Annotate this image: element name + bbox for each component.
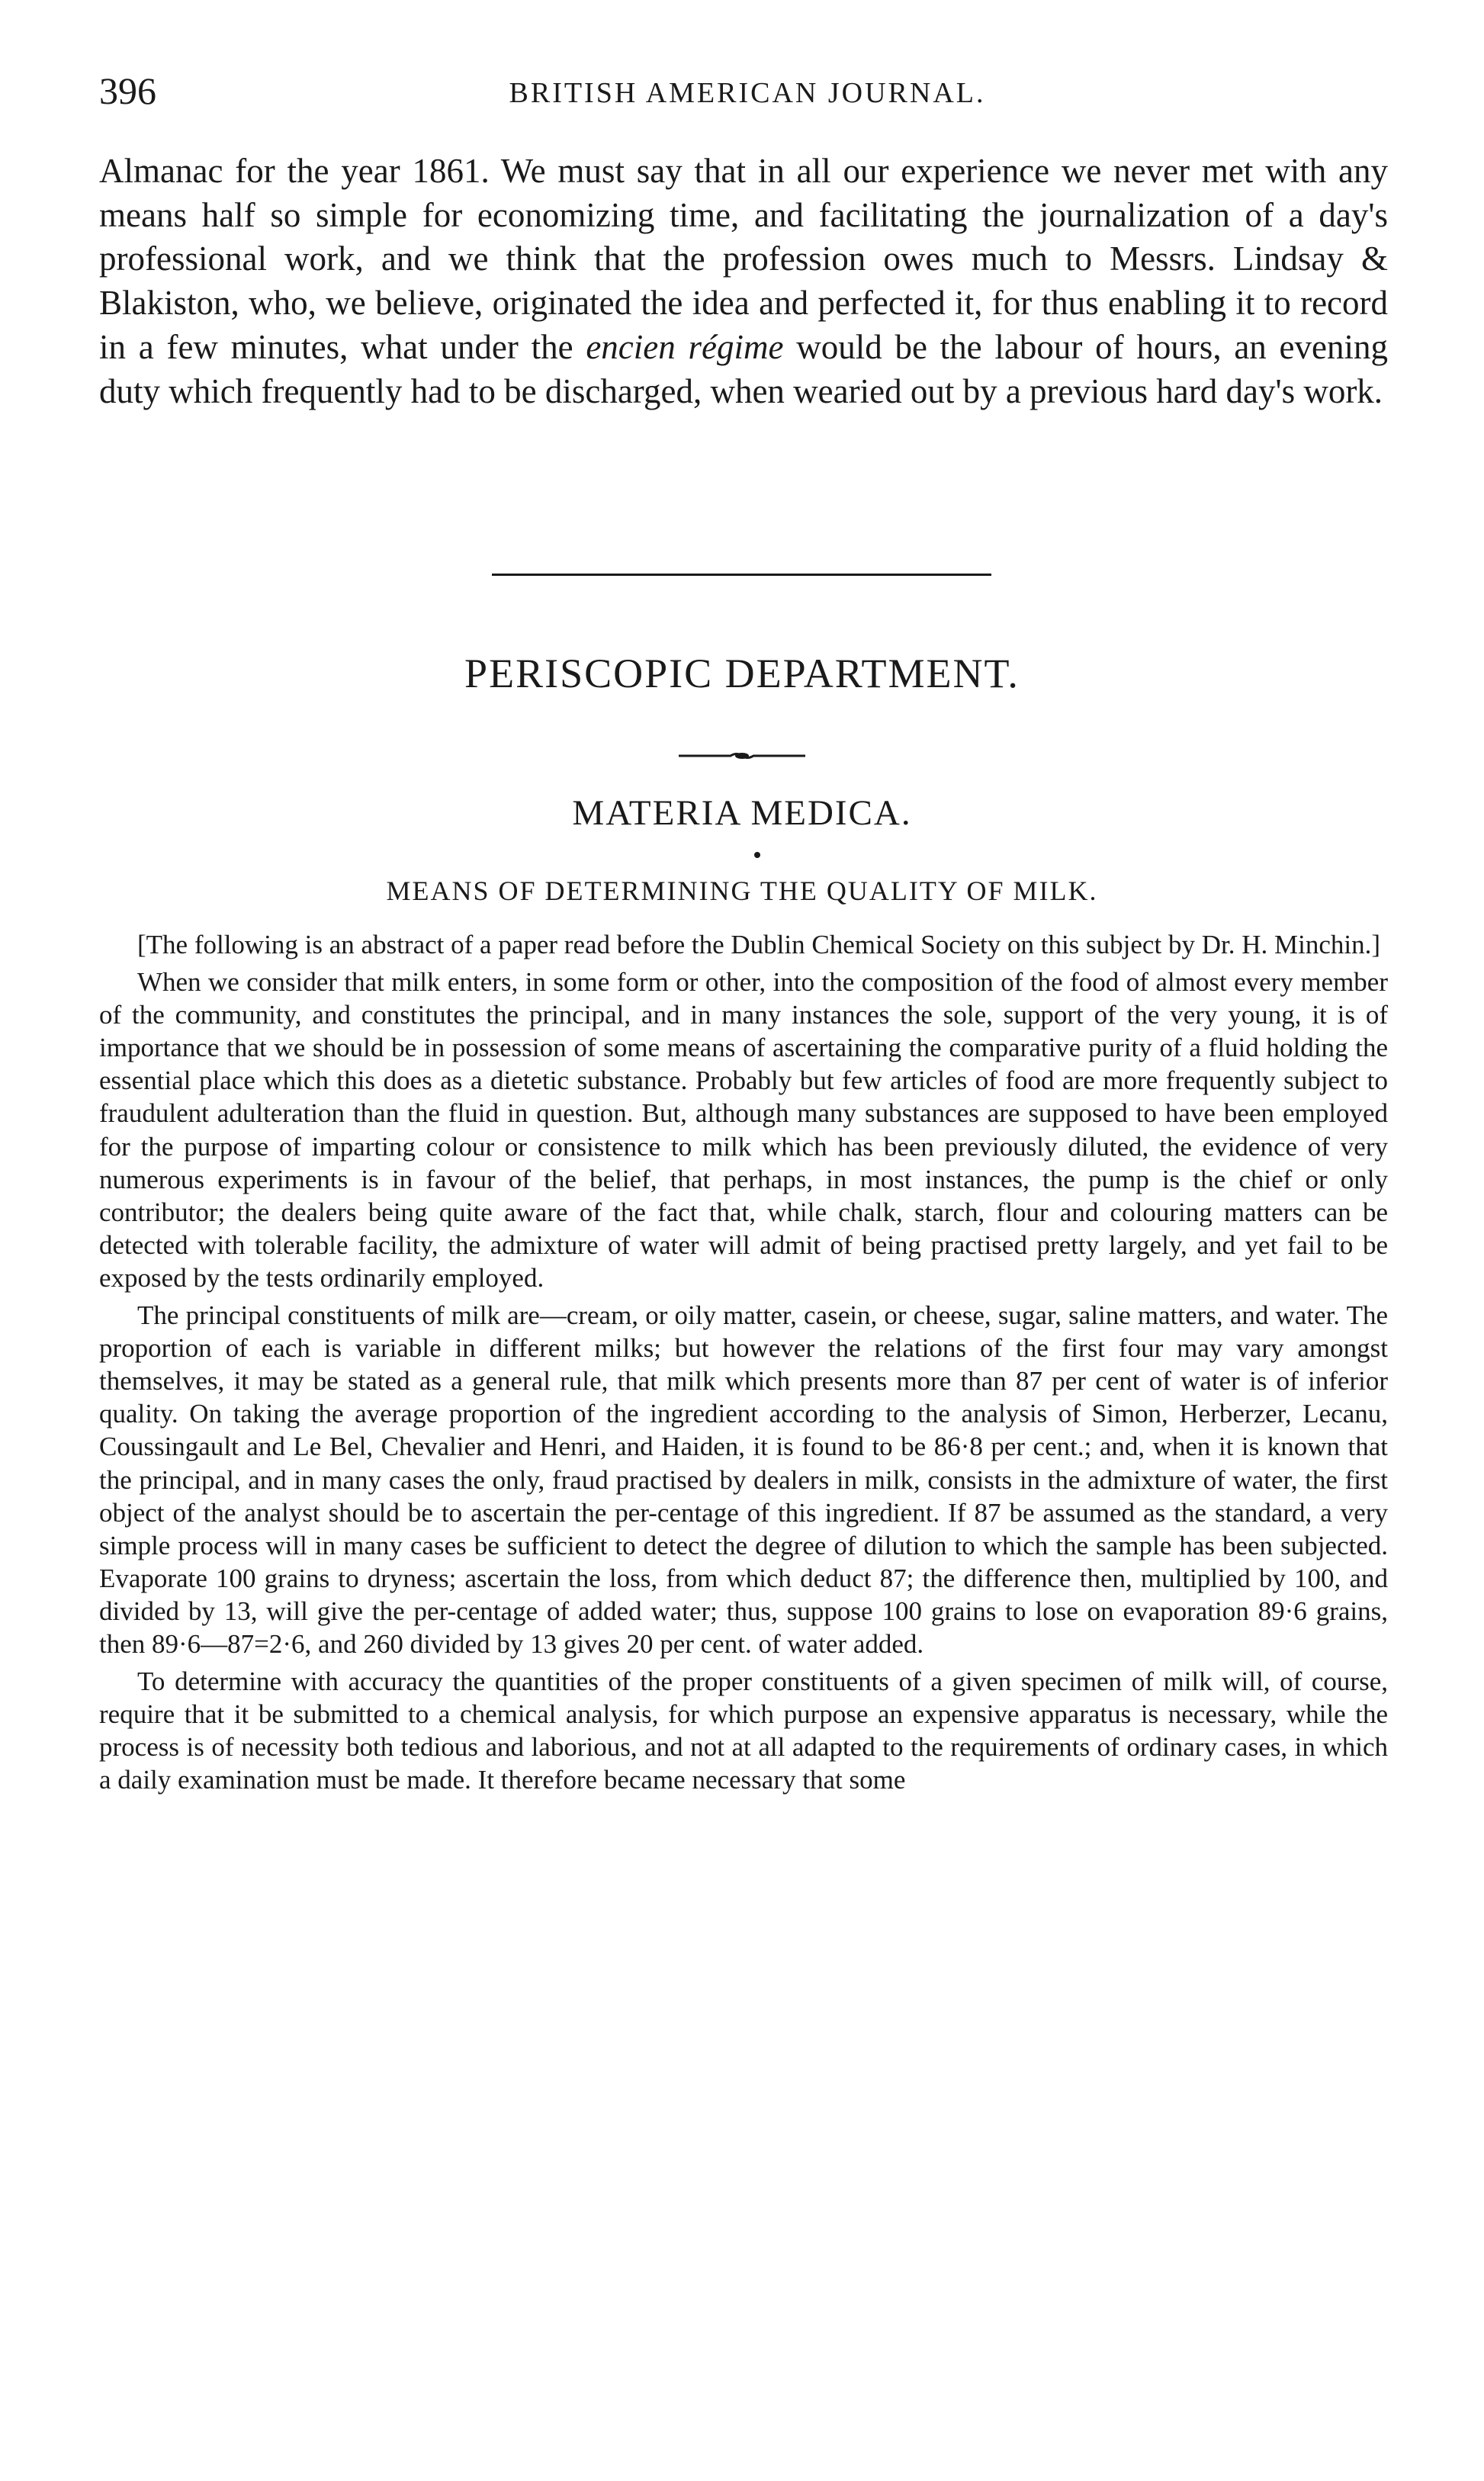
section-title: MATERIA MEDICA. [572, 793, 912, 833]
opening-paragraph [99, 149, 1388, 413]
body-paragraph: To determine with accuracy the quantities of the proper constituents of a given specimen of milk will, of course, require that it be submitted to a chemical analysis, for which purpose an expensive apparatus is necessary, while the process is of necessity both tedious and laborious, and not at all adapted to the requirements of ordinary cases, in which a daily examination must be made. It therefore became necessary that some [99, 1666, 1388, 1795]
body-paragraph: When we consider that milk enters, in some form or other, into the composition of the food of almost every member of the community, and constitutes the principal, and in many instances the sole, support of the very young, it is of importance that we should be in possession of some means of ascertaining the comparative purity of a fluid holding the essential place which this does as a dietetic substance. Probably but few articles of food are more frequently subject to fraudulent adulteration than the fluid in question. But, although many substances are supposed to have been employed for the purpose of imparting colour or consistence to milk which has been previously diluted, the evidence of very numerous experiments is in favour of the belief, that perhaps, in most instances, the pump is the chief or only contributor; the dealers being quite aware of the fact that, while chalk, starch, flour and colouring matters can be detected with tolerable facility, the admixture of water will admit of being practised pretty largely, and yet fail to be exposed by the tests ordinarily employed. [99, 967, 1388, 1293]
opening-italic-phrase: encien régime [586, 327, 784, 366]
decorative-dot [754, 852, 760, 858]
opening-text-before: Almanac for the year 1861. We must say that in all our experience we never met with any means half so simple for economizing time, and facilitating the journalization of a day's professional work, and we think that the profession owes much to Messrs. Lindsay & Blakiston, who, we believe, originated the idea and perfected it, for thus enabling it to record in a few minutes, what under the [99, 152, 1388, 366]
body-paragraph: The principal constituents of milk are—cream, or oily matter, casein, or cheese, sugar, saline matters, and water. The proportion of each is variable in different milks; but however the relations of the first four may vary amongst themselves, it may be stated as a general rule, that milk which presents more than 87 per cent of water is of inferior quality. On taking the average proportion of the ingredient according to the analysis of Simon, Herberzer, Lecanu, Coussingault and Le Bel, Chevalier and Henri, and Haiden, it is found to be 86·8 per cent.; and, when it is known that the principal, and in many cases the only, fraud practised by dealers in milk, consists in the admixture of water, the first object of the analyst should be to ascertain the per-centage of this ingredient. If 87 be assumed as the standard, a very simple process will in many cases be sufficient to detect the degree of dilution to which the sample has been subjected. Evaporate 100 grains to dryness; ascertain the loss, from which deduct 87; the difference then, multiplied by 100, and divided by 13, will give the per-centage of added water; thus, suppose 100 grains to lose on evaporation 89·6 grains, then 89·6—87=2·6, and 260 divided by 13 gives 20 per cent. of water added. [99, 1300, 1388, 1659]
article-title: MEANS OF DETERMINING THE QUALITY OF MILK. [386, 876, 1098, 906]
department-title: PERISCOPIC DEPARTMENT. [464, 651, 1020, 696]
article-body [99, 928, 1388, 1801]
journal-title: BRITISH AMERICAN JOURNAL. [509, 77, 986, 109]
running-head [99, 64, 1396, 117]
abstract-note: [The following is an abstract of a paper read before the Dublin Chemical Society on this subject by Dr. H. Minchin.] [137, 930, 1380, 959]
section-divider-rule [492, 574, 991, 576]
opening-text-after: would be the labour of hours, an evening duty which frequently had to be discharged, when wearied out by a previous hard day's work. [99, 327, 1388, 410]
page-number: 396 [99, 69, 156, 112]
ornament-divider [677, 751, 807, 760]
